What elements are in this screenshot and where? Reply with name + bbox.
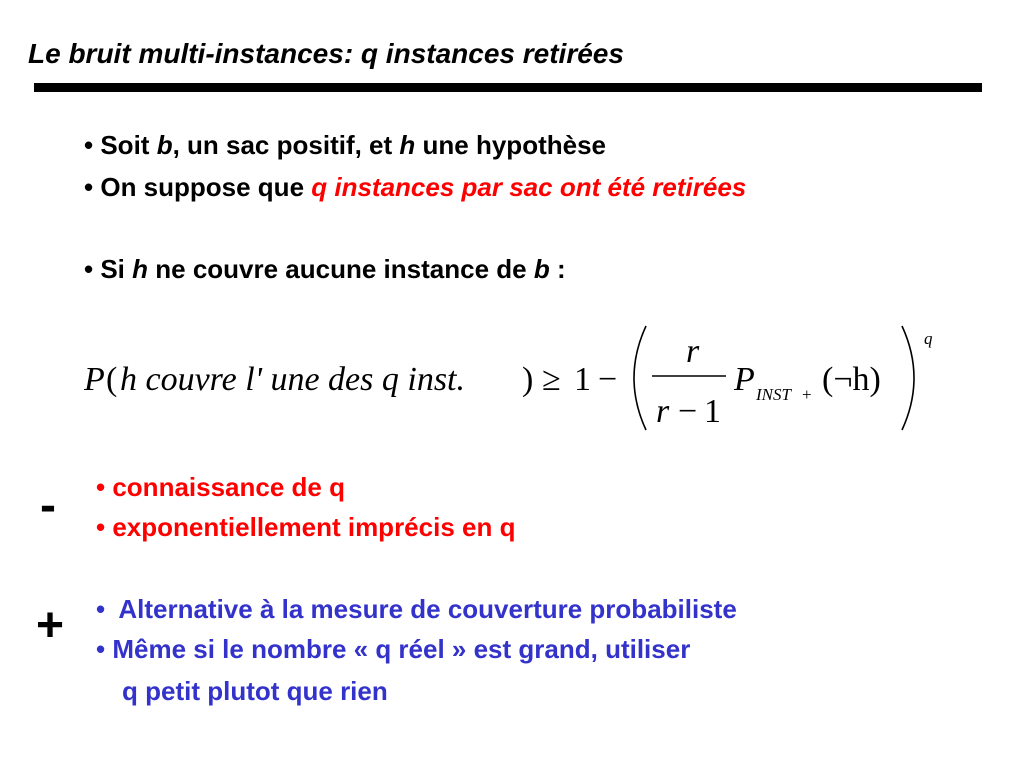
formula [84,318,964,438]
bullet-si [84,254,566,285]
var-h: h [399,130,416,160]
con-connaissance [96,472,345,503]
highlight-text: q instances par sac ont été retirées [311,172,747,202]
formula-one: 1 [574,361,591,398]
formula-subscript: INST [756,385,791,404]
text: exponentiellement imprécis en q [112,512,516,542]
bullet-dot: • [84,254,94,284]
big-right-paren [902,326,914,430]
var-b: b [533,254,550,284]
var-h: h [132,254,149,284]
text: Même si le nombre « q réel » est grand, utiliser [112,634,691,664]
formula-lparen: ( [106,361,118,398]
pro-alternative [96,594,737,625]
title-underline [34,83,982,92]
text: On suppose que [100,172,312,202]
text: Alternative à la mesure de couverture probabiliste [118,594,737,624]
text: Soit [100,130,157,160]
formula-rparen: ) [522,361,534,398]
formula-den-one: 1 [704,393,721,430]
bullet-suppose [84,172,746,203]
formula-den-r: r [656,393,670,430]
plus-sign: + [36,599,65,652]
bullet-soit [84,130,606,161]
slide-title: Le bruit multi-instances: q instances retirées [28,38,624,69]
formula-numerator: r [686,333,700,370]
formula-arg: (¬h) [822,361,881,398]
formula-P2: P [734,361,755,398]
bullet-dot: • [96,472,106,502]
text: Si [100,254,133,284]
formula-exponent: q [924,329,933,348]
formula-minus: − [598,361,618,398]
var-b: b [156,130,173,160]
minus-sign: - [40,479,56,532]
pro-meme-si [96,634,690,665]
formula-den-minus: − [678,393,698,430]
text: : [549,254,566,284]
text: , un sac positif, et [172,130,400,160]
bullet-dot: • [96,634,106,664]
text: connaissance de q [112,472,345,502]
bullet-dot: • [96,594,106,624]
bullet-dot: • [84,172,94,202]
text: q petit plutot que rien [122,676,388,706]
formula-P: P [84,361,105,398]
bullet-dot: • [84,130,94,160]
con-imprecis [96,512,515,543]
formula-geq: ≥ [542,361,561,398]
bullet-dot: • [96,512,106,542]
formula-body: h couvre l' une des q inst. [120,361,465,398]
formula-sub-plus: + [802,385,812,404]
big-left-paren [634,326,646,430]
pro-continuation [122,676,388,707]
text: ne couvre aucune instance de [148,254,534,284]
text: une hypothèse [415,130,606,160]
